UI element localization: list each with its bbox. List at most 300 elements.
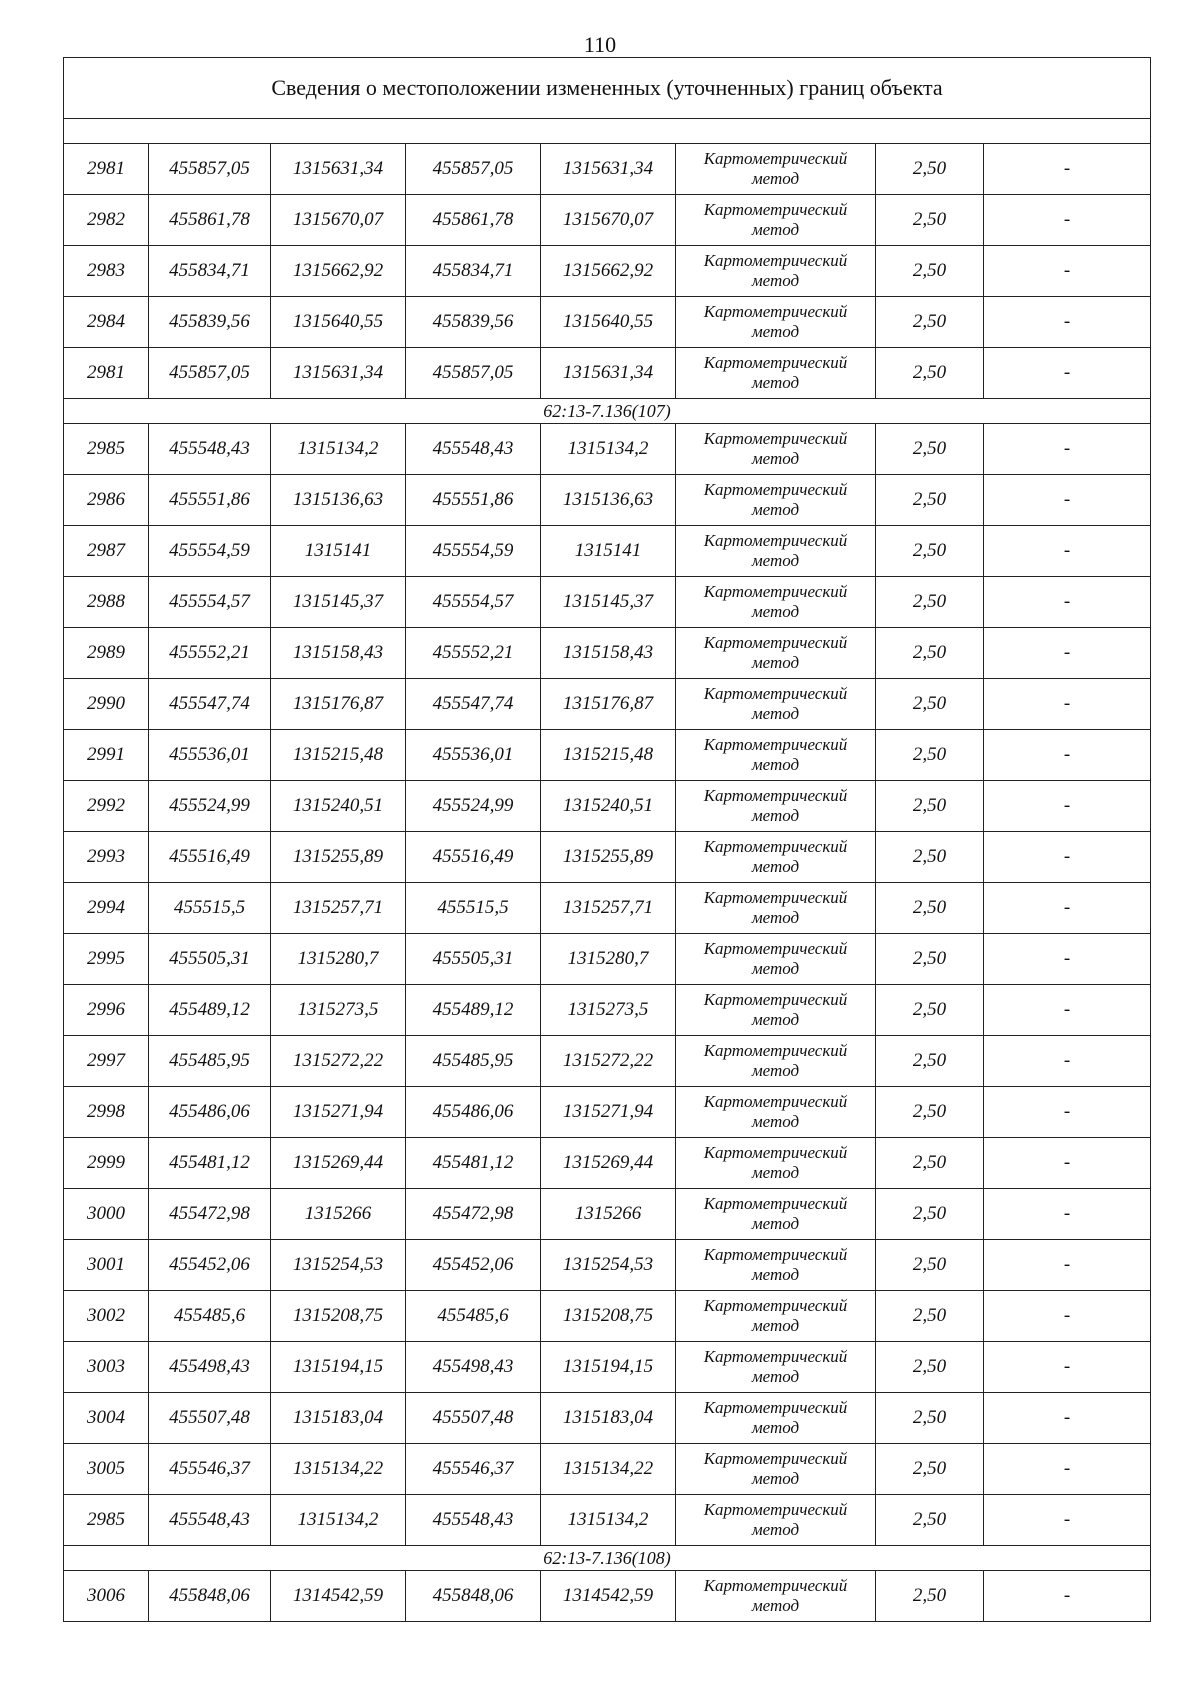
table-row bbox=[64, 883, 1151, 934]
x-old-cell: 455516,49 bbox=[149, 832, 271, 883]
y-new-cell: 1315269,44 bbox=[541, 1138, 676, 1189]
x-new-cell: 455505,31 bbox=[406, 934, 541, 985]
method-label bbox=[704, 1194, 848, 1234]
table-row bbox=[64, 1036, 1151, 1087]
y-new-cell: 1315640,55 bbox=[541, 297, 676, 348]
page-number: 110 bbox=[583, 32, 617, 57]
accuracy-cell: 2,50 bbox=[876, 679, 984, 730]
description-cell: - bbox=[984, 1189, 1151, 1240]
point-number-cell: 2990 bbox=[64, 679, 149, 730]
method-cell bbox=[676, 348, 876, 399]
x-old-cell: 455551,86 bbox=[149, 475, 271, 526]
method-line-1: Картометрический bbox=[703, 429, 848, 448]
description-cell: - bbox=[984, 832, 1151, 883]
description-cell: - bbox=[984, 628, 1151, 679]
accuracy-cell: 2,50 bbox=[876, 424, 984, 475]
method-line-2: метод bbox=[751, 653, 800, 672]
x-new-cell: 455536,01 bbox=[406, 730, 541, 781]
method-line-1: Картометрический bbox=[703, 149, 848, 168]
method-line-1: Картометрический bbox=[703, 1500, 848, 1519]
method-label bbox=[704, 888, 848, 928]
point-number-cell: 2994 bbox=[64, 883, 149, 934]
accuracy-cell: 2,50 bbox=[876, 195, 984, 246]
method-label bbox=[704, 1245, 848, 1285]
y-new-cell: 1315240,51 bbox=[541, 781, 676, 832]
method-cell bbox=[676, 1393, 876, 1444]
y-old-cell: 1315272,22 bbox=[271, 1036, 406, 1087]
x-new-cell: 455834,71 bbox=[406, 246, 541, 297]
y-old-cell: 1315136,63 bbox=[271, 475, 406, 526]
accuracy-cell: 2,50 bbox=[876, 1342, 984, 1393]
method-cell bbox=[676, 679, 876, 730]
x-new-cell: 455857,05 bbox=[406, 348, 541, 399]
method-line-1: Картометрический bbox=[703, 1347, 848, 1366]
method-cell bbox=[676, 1087, 876, 1138]
method-line-1: Картометрический bbox=[703, 1449, 848, 1468]
x-new-cell: 455546,37 bbox=[406, 1444, 541, 1495]
x-new-cell: 455489,12 bbox=[406, 985, 541, 1036]
method-label bbox=[704, 531, 848, 571]
method-label bbox=[704, 1347, 848, 1387]
table-title: Сведения о местоположении измененных (уточненных) границ объекта bbox=[64, 58, 1151, 119]
y-old-cell: 1315255,89 bbox=[271, 832, 406, 883]
method-line-2: метод bbox=[751, 220, 800, 239]
method-line-2: метод bbox=[751, 1214, 800, 1233]
table-row bbox=[64, 628, 1151, 679]
section-header: 62:13-7.136(108) bbox=[64, 1546, 1151, 1571]
description-cell: - bbox=[984, 144, 1151, 195]
y-old-cell: 1315266 bbox=[271, 1189, 406, 1240]
method-cell bbox=[676, 1240, 876, 1291]
y-old-cell: 1315631,34 bbox=[271, 348, 406, 399]
table-row bbox=[64, 195, 1151, 246]
x-new-cell: 455554,59 bbox=[406, 526, 541, 577]
y-old-cell: 1315134,2 bbox=[271, 1495, 406, 1546]
method-line-2: метод bbox=[751, 449, 800, 468]
section-header: 62:13-7.136(107) bbox=[64, 399, 1151, 424]
x-new-cell: 455839,56 bbox=[406, 297, 541, 348]
x-new-cell: 455848,06 bbox=[406, 1571, 541, 1622]
x-new-cell: 455548,43 bbox=[406, 1495, 541, 1546]
method-line-1: Картометрический bbox=[703, 1576, 848, 1595]
description-cell: - bbox=[984, 195, 1151, 246]
description-cell: - bbox=[984, 1342, 1151, 1393]
description-cell: - bbox=[984, 348, 1151, 399]
method-line-2: метод bbox=[751, 908, 800, 927]
x-new-cell: 455515,5 bbox=[406, 883, 541, 934]
table-row bbox=[64, 246, 1151, 297]
method-line-1: Картометрический bbox=[703, 480, 848, 499]
point-number-cell: 2995 bbox=[64, 934, 149, 985]
method-label bbox=[704, 1500, 848, 1540]
x-new-cell: 455486,06 bbox=[406, 1087, 541, 1138]
y-new-cell: 1315272,22 bbox=[541, 1036, 676, 1087]
x-new-cell: 455861,78 bbox=[406, 195, 541, 246]
table-row bbox=[64, 1291, 1151, 1342]
description-cell: - bbox=[984, 1036, 1151, 1087]
y-old-cell: 1314542,59 bbox=[271, 1571, 406, 1622]
accuracy-cell: 2,50 bbox=[876, 1087, 984, 1138]
x-old-cell: 455515,5 bbox=[149, 883, 271, 934]
point-number-cell: 2992 bbox=[64, 781, 149, 832]
x-new-cell: 455472,98 bbox=[406, 1189, 541, 1240]
accuracy-cell: 2,50 bbox=[876, 1138, 984, 1189]
method-cell bbox=[676, 1342, 876, 1393]
x-new-cell: 455552,21 bbox=[406, 628, 541, 679]
method-line-1: Картометрический bbox=[703, 1194, 848, 1213]
method-line-2: метод bbox=[751, 959, 800, 978]
section-header-row bbox=[64, 399, 1151, 424]
x-new-cell: 455857,05 bbox=[406, 144, 541, 195]
y-old-cell: 1315662,92 bbox=[271, 246, 406, 297]
y-old-cell: 1315240,51 bbox=[271, 781, 406, 832]
method-cell bbox=[676, 1291, 876, 1342]
table-row bbox=[64, 832, 1151, 883]
y-new-cell: 1315141 bbox=[541, 526, 676, 577]
description-cell: - bbox=[984, 1291, 1151, 1342]
method-cell bbox=[676, 883, 876, 934]
x-new-cell: 455547,74 bbox=[406, 679, 541, 730]
x-old-cell: 455839,56 bbox=[149, 297, 271, 348]
description-cell: - bbox=[984, 1240, 1151, 1291]
method-cell bbox=[676, 475, 876, 526]
y-old-cell: 1315134,22 bbox=[271, 1444, 406, 1495]
method-line-2: метод bbox=[751, 602, 800, 621]
table-row bbox=[64, 781, 1151, 832]
table-row bbox=[64, 1444, 1151, 1495]
method-label bbox=[704, 633, 848, 673]
method-label bbox=[704, 939, 848, 979]
y-new-cell: 1315134,2 bbox=[541, 424, 676, 475]
point-number-cell: 2981 bbox=[64, 348, 149, 399]
method-line-1: Картометрический bbox=[703, 531, 848, 550]
y-old-cell: 1315631,34 bbox=[271, 144, 406, 195]
method-label bbox=[704, 480, 848, 520]
point-number-cell: 2987 bbox=[64, 526, 149, 577]
method-cell bbox=[676, 1571, 876, 1622]
accuracy-cell: 2,50 bbox=[876, 144, 984, 195]
accuracy-cell: 2,50 bbox=[876, 475, 984, 526]
method-cell bbox=[676, 297, 876, 348]
y-new-cell: 1315136,63 bbox=[541, 475, 676, 526]
accuracy-cell: 2,50 bbox=[876, 297, 984, 348]
accuracy-cell: 2,50 bbox=[876, 1571, 984, 1622]
description-cell: - bbox=[984, 679, 1151, 730]
method-line-1: Картометрический bbox=[703, 1041, 848, 1060]
method-cell bbox=[676, 424, 876, 475]
method-cell bbox=[676, 985, 876, 1036]
accuracy-cell: 2,50 bbox=[876, 1291, 984, 1342]
x-new-cell: 455485,6 bbox=[406, 1291, 541, 1342]
method-label bbox=[704, 302, 848, 342]
y-new-cell: 1315280,7 bbox=[541, 934, 676, 985]
description-cell: - bbox=[984, 934, 1151, 985]
y-old-cell: 1315273,5 bbox=[271, 985, 406, 1036]
table-row bbox=[64, 424, 1151, 475]
method-line-1: Картометрический bbox=[703, 353, 848, 372]
x-new-cell: 455481,12 bbox=[406, 1138, 541, 1189]
description-cell: - bbox=[984, 985, 1151, 1036]
x-old-cell: 455485,6 bbox=[149, 1291, 271, 1342]
method-cell bbox=[676, 1189, 876, 1240]
table-row bbox=[64, 1393, 1151, 1444]
table-row bbox=[64, 577, 1151, 628]
section-header-row bbox=[64, 1546, 1151, 1571]
description-cell: - bbox=[984, 730, 1151, 781]
x-old-cell: 455554,59 bbox=[149, 526, 271, 577]
method-cell bbox=[676, 1036, 876, 1087]
method-cell bbox=[676, 832, 876, 883]
description-cell: - bbox=[984, 246, 1151, 297]
accuracy-cell: 2,50 bbox=[876, 628, 984, 679]
point-number-cell: 2985 bbox=[64, 424, 149, 475]
accuracy-cell: 2,50 bbox=[876, 1393, 984, 1444]
method-line-2: метод bbox=[751, 857, 800, 876]
y-new-cell: 1315145,37 bbox=[541, 577, 676, 628]
method-line-1: Картометрический bbox=[703, 582, 848, 601]
accuracy-cell: 2,50 bbox=[876, 246, 984, 297]
description-cell: - bbox=[984, 424, 1151, 475]
method-label bbox=[704, 786, 848, 826]
method-line-1: Картометрический bbox=[703, 1296, 848, 1315]
method-line-2: метод bbox=[751, 1367, 800, 1386]
y-old-cell: 1315254,53 bbox=[271, 1240, 406, 1291]
point-number-cell: 2982 bbox=[64, 195, 149, 246]
description-cell: - bbox=[984, 1138, 1151, 1189]
method-label bbox=[704, 582, 848, 622]
y-old-cell: 1315269,44 bbox=[271, 1138, 406, 1189]
x-old-cell: 455498,43 bbox=[149, 1342, 271, 1393]
point-number-cell: 3000 bbox=[64, 1189, 149, 1240]
y-new-cell: 1315271,94 bbox=[541, 1087, 676, 1138]
y-new-cell: 1315255,89 bbox=[541, 832, 676, 883]
y-old-cell: 1315640,55 bbox=[271, 297, 406, 348]
table-row bbox=[64, 1189, 1151, 1240]
y-new-cell: 1315670,07 bbox=[541, 195, 676, 246]
table-row bbox=[64, 526, 1151, 577]
method-line-1: Картометрический bbox=[703, 633, 848, 652]
y-new-cell: 1315631,34 bbox=[541, 348, 676, 399]
x-old-cell: 455848,06 bbox=[149, 1571, 271, 1622]
boundary-coordinates-table bbox=[63, 57, 1151, 1622]
y-old-cell: 1315176,87 bbox=[271, 679, 406, 730]
point-number-cell: 3006 bbox=[64, 1571, 149, 1622]
x-old-cell: 455505,31 bbox=[149, 934, 271, 985]
table-spacer-row bbox=[64, 119, 1151, 144]
method-line-2: метод bbox=[751, 1596, 800, 1615]
accuracy-cell: 2,50 bbox=[876, 1240, 984, 1291]
table-row bbox=[64, 1342, 1151, 1393]
x-old-cell: 455857,05 bbox=[149, 348, 271, 399]
method-cell bbox=[676, 577, 876, 628]
x-old-cell: 455834,71 bbox=[149, 246, 271, 297]
method-line-2: метод bbox=[751, 806, 800, 825]
accuracy-cell: 2,50 bbox=[876, 1189, 984, 1240]
point-number-cell: 3001 bbox=[64, 1240, 149, 1291]
description-cell: - bbox=[984, 781, 1151, 832]
method-line-1: Картометрический bbox=[703, 786, 848, 805]
table-row bbox=[64, 297, 1151, 348]
x-old-cell: 455486,06 bbox=[149, 1087, 271, 1138]
table-row bbox=[64, 475, 1151, 526]
accuracy-cell: 2,50 bbox=[876, 1444, 984, 1495]
y-new-cell: 1315631,34 bbox=[541, 144, 676, 195]
table-row bbox=[64, 1495, 1151, 1546]
method-line-2: метод bbox=[751, 1061, 800, 1080]
accuracy-cell: 2,50 bbox=[876, 985, 984, 1036]
description-cell: - bbox=[984, 883, 1151, 934]
method-line-2: метод bbox=[751, 551, 800, 570]
accuracy-cell: 2,50 bbox=[876, 832, 984, 883]
method-line-1: Картометрический bbox=[703, 837, 848, 856]
method-line-2: метод bbox=[751, 1520, 800, 1539]
method-label bbox=[704, 149, 848, 189]
point-number-cell: 2998 bbox=[64, 1087, 149, 1138]
method-label bbox=[704, 735, 848, 775]
x-old-cell: 455554,57 bbox=[149, 577, 271, 628]
point-number-cell: 3004 bbox=[64, 1393, 149, 1444]
y-old-cell: 1315215,48 bbox=[271, 730, 406, 781]
x-old-cell: 455481,12 bbox=[149, 1138, 271, 1189]
x-old-cell: 455547,74 bbox=[149, 679, 271, 730]
y-old-cell: 1315141 bbox=[271, 526, 406, 577]
description-cell: - bbox=[984, 1495, 1151, 1546]
method-line-1: Картометрический bbox=[703, 888, 848, 907]
method-line-1: Картометрический bbox=[703, 939, 848, 958]
y-old-cell: 1315158,43 bbox=[271, 628, 406, 679]
method-line-1: Картометрический bbox=[703, 684, 848, 703]
y-old-cell: 1315145,37 bbox=[271, 577, 406, 628]
y-new-cell: 1315194,15 bbox=[541, 1342, 676, 1393]
x-old-cell: 455489,12 bbox=[149, 985, 271, 1036]
x-old-cell: 455524,99 bbox=[149, 781, 271, 832]
method-line-1: Картометрический bbox=[703, 1398, 848, 1417]
method-label bbox=[704, 429, 848, 469]
y-new-cell: 1314542,59 bbox=[541, 1571, 676, 1622]
x-new-cell: 455485,95 bbox=[406, 1036, 541, 1087]
accuracy-cell: 2,50 bbox=[876, 934, 984, 985]
x-new-cell: 455554,57 bbox=[406, 577, 541, 628]
x-old-cell: 455861,78 bbox=[149, 195, 271, 246]
table-row bbox=[64, 1240, 1151, 1291]
y-new-cell: 1315266 bbox=[541, 1189, 676, 1240]
point-number-cell: 2999 bbox=[64, 1138, 149, 1189]
point-number-cell: 3003 bbox=[64, 1342, 149, 1393]
table-spacer-cell bbox=[64, 119, 1151, 144]
method-line-1: Картометрический bbox=[703, 200, 848, 219]
point-number-cell: 3005 bbox=[64, 1444, 149, 1495]
y-old-cell: 1315183,04 bbox=[271, 1393, 406, 1444]
point-number-cell: 2981 bbox=[64, 144, 149, 195]
method-label bbox=[704, 1092, 848, 1132]
point-number-cell: 2993 bbox=[64, 832, 149, 883]
y-old-cell: 1315208,75 bbox=[271, 1291, 406, 1342]
method-label bbox=[704, 837, 848, 877]
accuracy-cell: 2,50 bbox=[876, 883, 984, 934]
y-new-cell: 1315183,04 bbox=[541, 1393, 676, 1444]
method-label bbox=[704, 1143, 848, 1183]
method-cell bbox=[676, 628, 876, 679]
method-cell bbox=[676, 1444, 876, 1495]
method-label bbox=[704, 200, 848, 240]
y-new-cell: 1315134,22 bbox=[541, 1444, 676, 1495]
accuracy-cell: 2,50 bbox=[876, 348, 984, 399]
table-row bbox=[64, 985, 1151, 1036]
x-old-cell: 455472,98 bbox=[149, 1189, 271, 1240]
method-line-1: Картометрический bbox=[703, 990, 848, 1009]
y-old-cell: 1315194,15 bbox=[271, 1342, 406, 1393]
method-line-2: метод bbox=[751, 500, 800, 519]
method-line-1: Картометрический bbox=[703, 251, 848, 270]
method-line-2: метод bbox=[751, 373, 800, 392]
x-new-cell: 455551,86 bbox=[406, 475, 541, 526]
description-cell: - bbox=[984, 1571, 1151, 1622]
method-line-2: метод bbox=[751, 1010, 800, 1029]
method-cell bbox=[676, 1495, 876, 1546]
method-label bbox=[704, 1449, 848, 1489]
x-old-cell: 455485,95 bbox=[149, 1036, 271, 1087]
method-cell bbox=[676, 934, 876, 985]
method-line-2: метод bbox=[751, 271, 800, 290]
method-line-1: Картометрический bbox=[703, 735, 848, 754]
x-old-cell: 455536,01 bbox=[149, 730, 271, 781]
method-cell bbox=[676, 526, 876, 577]
description-cell: - bbox=[984, 297, 1151, 348]
x-old-cell: 455507,48 bbox=[149, 1393, 271, 1444]
method-line-1: Картометрический bbox=[703, 302, 848, 321]
y-new-cell: 1315215,48 bbox=[541, 730, 676, 781]
method-label bbox=[704, 1296, 848, 1336]
y-new-cell: 1315257,71 bbox=[541, 883, 676, 934]
table-row bbox=[64, 1138, 1151, 1189]
table-row bbox=[64, 1087, 1151, 1138]
method-line-2: метод bbox=[751, 704, 800, 723]
table-row bbox=[64, 730, 1151, 781]
x-old-cell: 455548,43 bbox=[149, 424, 271, 475]
method-line-2: метод bbox=[751, 1163, 800, 1182]
point-number-cell: 2996 bbox=[64, 985, 149, 1036]
method-line-2: метод bbox=[751, 755, 800, 774]
method-cell bbox=[676, 144, 876, 195]
method-line-2: метод bbox=[751, 1316, 800, 1335]
x-old-cell: 455546,37 bbox=[149, 1444, 271, 1495]
accuracy-cell: 2,50 bbox=[876, 526, 984, 577]
method-line-2: метод bbox=[751, 1265, 800, 1284]
point-number-cell: 2983 bbox=[64, 246, 149, 297]
method-cell bbox=[676, 246, 876, 297]
x-old-cell: 455452,06 bbox=[149, 1240, 271, 1291]
y-new-cell: 1315662,92 bbox=[541, 246, 676, 297]
description-cell: - bbox=[984, 1393, 1151, 1444]
x-new-cell: 455452,06 bbox=[406, 1240, 541, 1291]
description-cell: - bbox=[984, 577, 1151, 628]
method-line-2: метод bbox=[751, 1418, 800, 1437]
table-row bbox=[64, 144, 1151, 195]
accuracy-cell: 2,50 bbox=[876, 781, 984, 832]
description-cell: - bbox=[984, 475, 1151, 526]
description-cell: - bbox=[984, 526, 1151, 577]
description-cell: - bbox=[984, 1087, 1151, 1138]
point-number-cell: 2985 bbox=[64, 1495, 149, 1546]
y-new-cell: 1315254,53 bbox=[541, 1240, 676, 1291]
method-label bbox=[704, 1041, 848, 1081]
table-title-row bbox=[64, 58, 1151, 119]
y-old-cell: 1315280,7 bbox=[271, 934, 406, 985]
accuracy-cell: 2,50 bbox=[876, 1495, 984, 1546]
point-number-cell: 3002 bbox=[64, 1291, 149, 1342]
table-row bbox=[64, 1571, 1151, 1622]
accuracy-cell: 2,50 bbox=[876, 730, 984, 781]
